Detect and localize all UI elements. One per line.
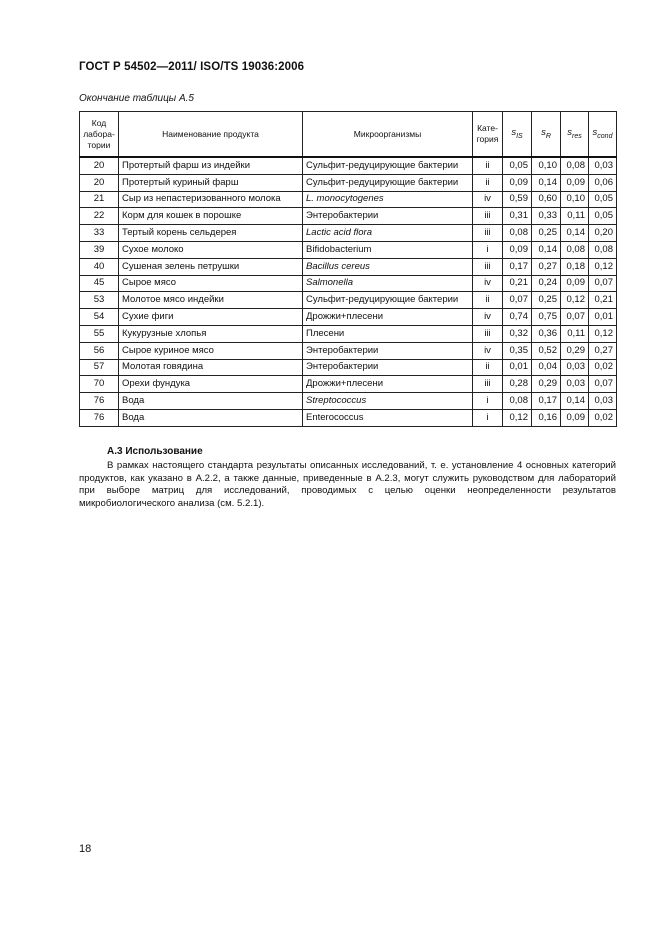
- cell-category: iii: [473, 225, 503, 242]
- cell-product: Тертый корень сельдерея: [119, 225, 303, 242]
- cell-s-r: 0,36: [532, 325, 561, 342]
- cell-product: Молотая говядина: [119, 359, 303, 376]
- cell-organism: Bifidobacterium: [303, 241, 473, 258]
- cell-organism: Lactic acid flora: [303, 225, 473, 242]
- cell-product: Протертый куриный фарш: [119, 174, 303, 191]
- cell-s-r: 0,60: [532, 191, 561, 208]
- cell-s-is: 0,09: [503, 174, 532, 191]
- cell-category: iii: [473, 258, 503, 275]
- cell-category: iii: [473, 325, 503, 342]
- cell-product: Протертый фарш из индейки: [119, 157, 303, 174]
- cell-s-is: 0,31: [503, 208, 532, 225]
- cell-code: 22: [80, 208, 119, 225]
- cell-s-cond: 0,12: [589, 258, 617, 275]
- cell-s-res: 0,08: [561, 241, 589, 258]
- cell-s-is: 0,05: [503, 157, 532, 174]
- header-organism: Микроорганизмы: [303, 112, 473, 158]
- cell-product: Сушеная зелень петрушки: [119, 258, 303, 275]
- table-body: [80, 157, 617, 426]
- table-row: [80, 325, 617, 342]
- cell-product: Вода: [119, 393, 303, 410]
- table-row: [80, 157, 617, 174]
- cell-category: iv: [473, 309, 503, 326]
- cell-s-r: 0,33: [532, 208, 561, 225]
- cell-category: iii: [473, 208, 503, 225]
- cell-s-cond: 0,20: [589, 225, 617, 242]
- cell-product: Корм для кошек в порошке: [119, 208, 303, 225]
- header-s-res: $s_{res}$: [561, 112, 589, 158]
- table-row: [80, 225, 617, 242]
- cell-s-r: 0,17: [532, 393, 561, 410]
- cell-product: Орехи фундука: [119, 376, 303, 393]
- cell-s-is: 0,59: [503, 191, 532, 208]
- header-code: Код лабора- тории: [80, 112, 119, 158]
- cell-s-res: 0,03: [561, 376, 589, 393]
- cell-s-res: 0,03: [561, 359, 589, 376]
- cell-s-res: 0,14: [561, 393, 589, 410]
- cell-s-r: 0,14: [532, 241, 561, 258]
- cell-s-cond: 0,12: [589, 325, 617, 342]
- table-caption: Окончание таблицы А.5: [79, 93, 194, 104]
- cell-code: 45: [80, 275, 119, 292]
- table-row: [80, 393, 617, 410]
- cell-s-cond: 0,05: [589, 191, 617, 208]
- table-row: [80, 309, 617, 326]
- cell-s-is: 0,12: [503, 409, 532, 426]
- header-s-cond: $s_{cond}$: [589, 112, 617, 158]
- cell-organism: Сульфит-редуцирующие бактерии: [303, 174, 473, 191]
- cell-organism: Дрожжи+плесени: [303, 376, 473, 393]
- table-row: [80, 275, 617, 292]
- cell-category: iii: [473, 376, 503, 393]
- page-number: 18: [79, 843, 92, 855]
- cell-organism: Плесени: [303, 325, 473, 342]
- cell-product: Сухие фиги: [119, 309, 303, 326]
- table-row: [80, 241, 617, 258]
- table-row: [80, 292, 617, 309]
- cell-s-r: 0,24: [532, 275, 561, 292]
- cell-s-is: 0,17: [503, 258, 532, 275]
- table-header-row: [80, 112, 617, 158]
- cell-s-r: 0,14: [532, 174, 561, 191]
- cell-s-res: 0,29: [561, 342, 589, 359]
- cell-code: 20: [80, 157, 119, 174]
- header-product: Наименование продукта: [119, 112, 303, 158]
- cell-category: i: [473, 241, 503, 258]
- table-row: [80, 191, 617, 208]
- cell-category: i: [473, 393, 503, 410]
- cell-s-is: 0,28: [503, 376, 532, 393]
- cell-product: Молотое мясо индейки: [119, 292, 303, 309]
- cell-s-cond: 0,01: [589, 309, 617, 326]
- cell-organism: Энтеробактерии: [303, 342, 473, 359]
- cell-s-is: 0,08: [503, 225, 532, 242]
- cell-organism: Сульфит-редуцирующие бактерии: [303, 157, 473, 174]
- cell-s-is: 0,09: [503, 241, 532, 258]
- cell-s-cond: 0,21: [589, 292, 617, 309]
- cell-organism: L. monocytogenes: [303, 191, 473, 208]
- cell-category: ii: [473, 157, 503, 174]
- cell-s-r: 0,75: [532, 309, 561, 326]
- cell-code: 53: [80, 292, 119, 309]
- cell-code: 76: [80, 409, 119, 426]
- cell-organism: Salmonella: [303, 275, 473, 292]
- section-paragraph: В рамках настоящего стандарта результаты описанных исследований, т. е. установление 4 основных категорий продуктов, как указано в А.2.2, а также данные, приведенные в А.2.3, могут служить руководством для лабораторий при выборе матриц для исследований, проводимых с целью оценки неопределенности результатов микробиологического анализа (см. 5.2.1).: [79, 460, 616, 509]
- cell-s-cond: 0,06: [589, 174, 617, 191]
- cell-s-is: 0,35: [503, 342, 532, 359]
- cell-organism: Энтеробактерии: [303, 208, 473, 225]
- cell-category: ii: [473, 359, 503, 376]
- cell-code: 21: [80, 191, 119, 208]
- header-s-is: $s_{IS}$: [503, 112, 532, 158]
- table-row: [80, 359, 617, 376]
- table-row: [80, 409, 617, 426]
- cell-s-is: 0,07: [503, 292, 532, 309]
- results-table: [79, 111, 617, 427]
- cell-s-res: 0,12: [561, 292, 589, 309]
- cell-s-res: 0,11: [561, 325, 589, 342]
- cell-s-res: 0,08: [561, 157, 589, 174]
- cell-s-r: 0,16: [532, 409, 561, 426]
- cell-s-res: 0,11: [561, 208, 589, 225]
- cell-s-cond: 0,07: [589, 275, 617, 292]
- table-row: [80, 342, 617, 359]
- cell-s-r: 0,27: [532, 258, 561, 275]
- cell-s-cond: 0,27: [589, 342, 617, 359]
- document-header: ГОСТ Р 54502—2011/ ISO/TS 19036:2006: [79, 61, 305, 73]
- cell-category: iv: [473, 191, 503, 208]
- cell-code: 40: [80, 258, 119, 275]
- cell-s-is: 0,01: [503, 359, 532, 376]
- cell-code: 20: [80, 174, 119, 191]
- cell-s-is: 0,08: [503, 393, 532, 410]
- cell-s-cond: 0,02: [589, 409, 617, 426]
- cell-category: iv: [473, 342, 503, 359]
- section-title: А.3 Использование: [107, 446, 203, 457]
- cell-s-r: 0,52: [532, 342, 561, 359]
- cell-organism: Дрожжи+плесени: [303, 309, 473, 326]
- cell-s-is: 0,32: [503, 325, 532, 342]
- cell-s-res: 0,09: [561, 409, 589, 426]
- cell-s-r: 0,25: [532, 225, 561, 242]
- table-row: [80, 174, 617, 191]
- cell-s-res: 0,09: [561, 275, 589, 292]
- cell-category: iv: [473, 275, 503, 292]
- cell-product: Сырое мясо: [119, 275, 303, 292]
- cell-code: 76: [80, 393, 119, 410]
- cell-s-r: 0,25: [532, 292, 561, 309]
- cell-category: ii: [473, 174, 503, 191]
- cell-organism: Энтеробактерии: [303, 359, 473, 376]
- table-row: [80, 208, 617, 225]
- cell-organism: Bacillus cereus: [303, 258, 473, 275]
- cell-s-cond: 0,08: [589, 241, 617, 258]
- cell-organism: Streptococcus: [303, 393, 473, 410]
- cell-s-is: 0,21: [503, 275, 532, 292]
- cell-product: Сырое куриное мясо: [119, 342, 303, 359]
- cell-product: Кукурузные хлопья: [119, 325, 303, 342]
- cell-code: 39: [80, 241, 119, 258]
- cell-s-cond: 0,02: [589, 359, 617, 376]
- table-row: [80, 376, 617, 393]
- cell-s-r: 0,04: [532, 359, 561, 376]
- cell-s-cond: 0,07: [589, 376, 617, 393]
- cell-code: 56: [80, 342, 119, 359]
- cell-category: ii: [473, 292, 503, 309]
- cell-code: 70: [80, 376, 119, 393]
- cell-s-cond: 0,03: [589, 393, 617, 410]
- cell-category: i: [473, 409, 503, 426]
- cell-code: 57: [80, 359, 119, 376]
- cell-s-res: 0,09: [561, 174, 589, 191]
- cell-s-r: 0,29: [532, 376, 561, 393]
- table-row: [80, 258, 617, 275]
- cell-code: 55: [80, 325, 119, 342]
- header-category: Кате- гория: [473, 112, 503, 158]
- cell-s-is: 0,74: [503, 309, 532, 326]
- cell-organism: Enterococcus: [303, 409, 473, 426]
- cell-s-res: 0,10: [561, 191, 589, 208]
- cell-organism: Сульфит-редуцирующие бактерии: [303, 292, 473, 309]
- cell-s-res: 0,07: [561, 309, 589, 326]
- cell-code: 33: [80, 225, 119, 242]
- cell-s-res: 0,14: [561, 225, 589, 242]
- cell-product: Сыр из непастеризованного молока: [119, 191, 303, 208]
- cell-s-res: 0,18: [561, 258, 589, 275]
- header-s-r: $s_R$: [532, 112, 561, 158]
- cell-code: 54: [80, 309, 119, 326]
- cell-product: Вода: [119, 409, 303, 426]
- cell-s-cond: 0,03: [589, 157, 617, 174]
- cell-s-cond: 0,05: [589, 208, 617, 225]
- cell-s-r: 0,10: [532, 157, 561, 174]
- cell-product: Сухое молоко: [119, 241, 303, 258]
